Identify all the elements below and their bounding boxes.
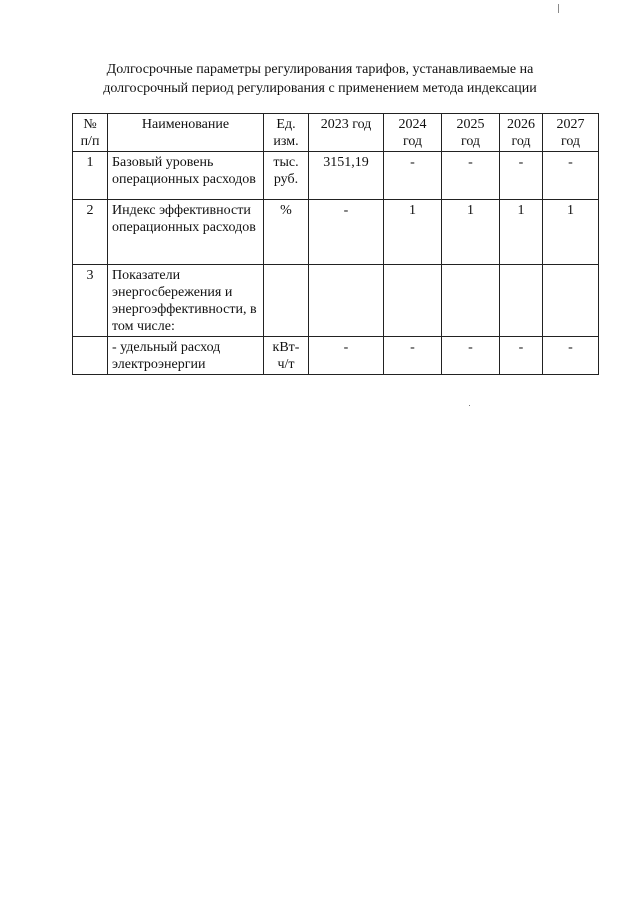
cell-2023 <box>309 265 384 337</box>
row-num: 2 <box>73 200 108 265</box>
title-line-1: Долгосрочные параметры регулирования тарифов, устанавливаемые на <box>106 62 534 77</box>
cell-2023: 3151,19 <box>309 152 384 200</box>
cell-2026: - <box>500 337 543 375</box>
row-name: - удельный расход электроэнергии <box>108 337 264 375</box>
header-name: Наименование <box>108 114 264 152</box>
cell-2024 <box>384 265 442 337</box>
table-row <box>73 265 599 337</box>
cell-2027: 1 <box>543 200 599 265</box>
cell-2027 <box>543 265 599 337</box>
row-num: 3 <box>73 265 108 337</box>
cell-2025: 1 <box>442 200 500 265</box>
row-num: 1 <box>73 152 108 200</box>
header-unit: Ед. изм. <box>264 114 309 152</box>
header-2025: 2025 год <box>442 114 500 152</box>
row-unit: кВт-ч/т <box>264 337 309 375</box>
header-2026: 2026 год <box>500 114 543 152</box>
header-2023: 2023 год <box>309 114 384 152</box>
row-unit: тыс. руб. <box>264 152 309 200</box>
cell-2024: - <box>384 337 442 375</box>
table-row <box>73 337 599 375</box>
row-name: Индекс эффективности операционных расходов <box>108 200 264 265</box>
row-unit: % <box>264 200 309 265</box>
cell-2024: - <box>384 152 442 200</box>
header-2027: 2027 год <box>543 114 599 152</box>
table-header-row <box>73 114 599 152</box>
cell-2026: - <box>500 152 543 200</box>
title-line-2: долгосрочный период регулирования с применением метода индексации <box>103 81 537 96</box>
cell-2025: - <box>442 337 500 375</box>
cell-2026 <box>500 265 543 337</box>
cell-2025 <box>442 265 500 337</box>
row-num <box>73 337 108 375</box>
header-2024: 2024 год <box>384 114 442 152</box>
row-unit <box>264 265 309 337</box>
page-edge-mark <box>558 4 559 13</box>
cell-2025: - <box>442 152 500 200</box>
row-name: Базовый уровень операционных расходов <box>108 152 264 200</box>
cell-2027: - <box>543 337 599 375</box>
cell-2026: 1 <box>500 200 543 265</box>
table-row <box>73 152 599 200</box>
tariff-parameters-table <box>72 113 599 375</box>
cell-2023: - <box>309 337 384 375</box>
header-num: № п/п <box>73 114 108 152</box>
row-name: Показатели энергосбережения и энергоэффективности, в том числе: <box>108 265 264 337</box>
cell-2024: 1 <box>384 200 442 265</box>
table-row <box>73 200 599 265</box>
scan-speck <box>469 405 470 406</box>
cell-2027: - <box>543 152 599 200</box>
cell-2023: - <box>309 200 384 265</box>
document-title <box>60 60 580 98</box>
